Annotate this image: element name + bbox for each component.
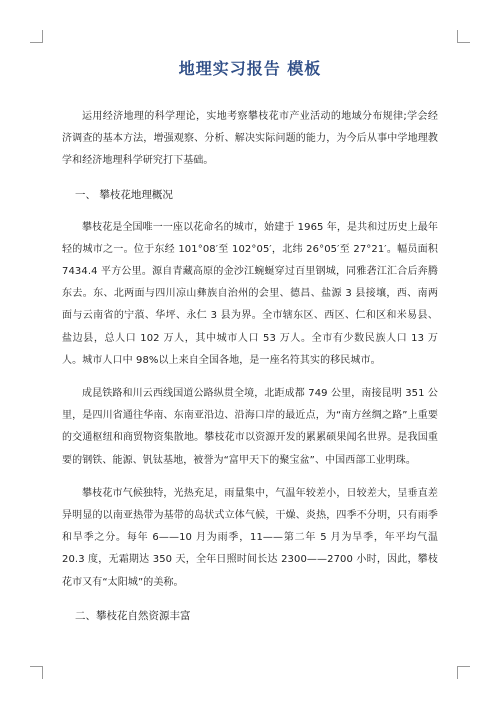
corner-mark-bottom-left: [30, 666, 43, 679]
corner-mark-top-right: [457, 30, 470, 43]
corner-mark-top-left: [30, 30, 43, 43]
document-body: [62, 56, 438, 638]
paragraph-overview: 攀枝花是全国唯一一座以花命名的城市，始建于 1965 年，是共和过历史上最年轻的城市之一。位于东经 101°08′至 102°05′，北纬 26°05′至 27°21′。幅员面积 7434.4 平方公里。源自青藏高原的金沙江蜿蜒穿过百里钢城，同雅砻江汇合后奔腾东去。东、北两面与四川凉山彝族自治州的会里、德昌、盐源 3 县接壤，西、南两面与云南省的宁蒗、华坪、永仁 3 县为界。全市辖东区、西区、仁和区和米易县、盐边县，总人口 102 万人，其中城市人口 53 万人。全市有少数民族人口 13 万人。城市人口中 98%以上来自全国各地，是一座名符其实的移民城市。: [62, 221, 438, 366]
paragraph-climate: 攀枝花市气候独特，光热充足，雨量集中，气温年较差小，日较差大，呈垂直差异明显的以南亚热带为基带的岛状式立体气候，干燥、炎热，四季不分明，只有雨季和旱季之分。每年 6——10 月为雨季，11——第二年 5 月为旱季，年平均气温 20.3 度，无霜期达 350 天，全年日照时间长达 2300——2700 小时，因此，攀枝花市又有“太阳城”的美称。: [62, 487, 438, 588]
paragraph-transport: 成昆铁路和川云西线国道公路纵贯全境，北距成都 749 公里，南接昆明 351 公里，是四川省通往华南、东南亚沿边、沿海口岸的最近点，为“南方丝绸之路”上重要的交通枢纽和商贸物资集散地。攀枝花市以资源开发的累累硕果闻名世界。是我国重要的钢铁、能源、钒钛基地，被誉为“富甲天下的聚宝盆”、中国西部工业明珠。: [62, 388, 438, 466]
document-title: 地理实习报告 模板: [178, 59, 322, 78]
section-heading-2: 二、攀枝花自然资源丰富: [75, 609, 191, 622]
intro-paragraph: 运用经济地理的科学理论，实地考察攀枝花市产业活动的地域分布规律;学会经济调查的基本方法，增强观察、分析、解决实际问题的能力，为今后从事中学地理教学和经济地理科学研究打下基础。: [62, 111, 438, 167]
corner-mark-bottom-right: [457, 666, 470, 679]
section-heading-1: 一、 攀枝花地理概况: [75, 188, 173, 201]
